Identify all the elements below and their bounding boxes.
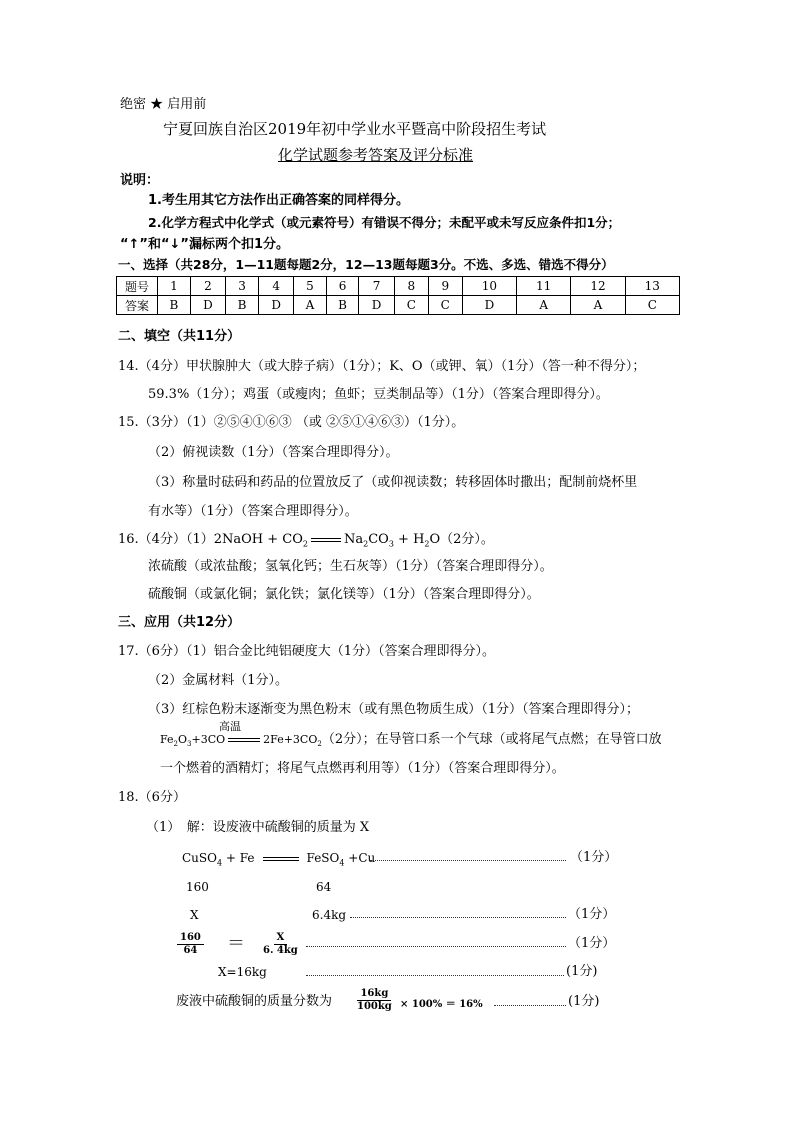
q15-line1: 15.（3分）（1）②⑤④①⑥③ （或 ②⑤①④⑥③）（1分）。 (118, 415, 465, 430)
eq-co: +3CO (191, 733, 226, 746)
eq-feso4: FeSO (306, 851, 340, 865)
q18-solution: （1） 解：设废液中硫酸铜的质量为 X (146, 820, 370, 835)
answer-cell: B (226, 296, 259, 315)
fraction-16kg-100kg (354, 988, 395, 1013)
q18-line1: 18.（6分） (118, 790, 186, 805)
sub-4: 4 (339, 858, 345, 868)
note-2: 2.化学方程式中化学式（或元素符号）有错误不得分；未配平或未写反应条件扣1分； (148, 215, 621, 230)
q17-line5: 一个燃着的酒精灯；将尾气点燃再利用等）（1分）（答案合理即得分）。 (160, 761, 565, 776)
eq-right: 2Fe+3CO (263, 733, 318, 746)
score-4: (1分) (566, 964, 598, 979)
question-number-cell: 9 (428, 277, 462, 296)
equals-sign (263, 857, 299, 861)
equals-sign (228, 738, 260, 742)
fraction-denominator: 64 (183, 945, 198, 956)
question-number-cell: 8 (394, 277, 428, 296)
question-number-cell: 11 (517, 277, 571, 296)
note-3: “↑”和“↓”漏标两个扣1分。 (120, 237, 290, 252)
secret-label: 绝密 ★ 启用前 (120, 97, 207, 112)
question-number-cell: 12 (571, 277, 625, 296)
sub-2: 2 (173, 740, 179, 749)
answer-cell: D (258, 296, 293, 315)
q16-eq-co: CO (368, 532, 389, 547)
score-2: （1分） (568, 907, 616, 922)
sub-3: 3 (187, 740, 192, 749)
question-number-cell: 6 (326, 277, 359, 296)
eq-fe-plus: + Fe (222, 851, 255, 865)
eq-cuso4: CuSO (182, 851, 217, 865)
question-number-cell: 5 (294, 277, 326, 296)
section2-heading: 二、填空（共11分） (118, 329, 241, 344)
equals-sign: ＝ (227, 933, 245, 954)
fraction-denominator: 6. 4kg (263, 945, 298, 956)
q15-line2: （2）俯视读数（1分）（答案合理即得分）。 (148, 445, 399, 460)
answer-cell: A (294, 296, 326, 315)
question-number-cell: 13 (625, 277, 679, 296)
sub-2: 2 (363, 539, 369, 549)
answer-cell: A (571, 296, 625, 315)
fraction-numerator: 160 (177, 932, 204, 945)
answer-cell: D (462, 296, 516, 315)
score-3: （1分） (568, 936, 616, 951)
unknown-x: X (190, 908, 199, 922)
q16-eq-na: Na (343, 532, 364, 547)
sub-3: 3 (388, 539, 394, 549)
percent-label: 废液中硫酸铜的质量分数为 (176, 994, 333, 1009)
score-1: （1分） (570, 850, 618, 865)
sub-2: 2 (317, 740, 322, 749)
reaction-condition: 高温 (219, 720, 241, 733)
exam-title: 宁夏回族自治区2019年初中学业水平暨高中阶段招生考试 (163, 120, 547, 138)
fraction-denominator: 100kg (357, 1001, 392, 1012)
leader-dots (370, 860, 566, 861)
q14-line2: 59.3%（1分）；鸡蛋（或瘦肉；鱼虾；豆类制品等）（1分）（答案合理即得分）。 (148, 387, 609, 402)
molar-mass-cu: 64 (316, 880, 332, 894)
leader-dots (494, 1005, 566, 1006)
q16-eq-h: + H (393, 532, 425, 547)
sub-2: 2 (302, 539, 308, 549)
note-1: 1.考生用其它方法作出正确答案的同样得分。 (148, 193, 409, 208)
notes-label: 说明： (120, 173, 160, 188)
leader-dots (350, 917, 566, 918)
answer-cell: C (625, 296, 679, 315)
question-number-cell: 1 (158, 277, 191, 296)
mass-cu: 6.4kg (312, 908, 347, 922)
section3-heading: 三、应用（共12分） (118, 615, 241, 630)
row-label-question: 题号 (117, 277, 158, 296)
fraction-160-64 (177, 932, 204, 957)
eq-o: O (178, 733, 188, 746)
row-label-answer: 答案 (117, 296, 158, 315)
q17-line3: （3）红棕色粉末逐渐变为黑色粉末（或有黑色物质生成）（1分）（答案合理即得分）； (148, 702, 640, 717)
result-x: X=16kg (218, 965, 267, 979)
equals-sign (311, 538, 341, 542)
question-number-cell: 2 (190, 277, 225, 296)
q16-line3: 硫酸铜（或氯化铜；氯化铁；氯化镁等）（1分）（答案合理即得分）。 (148, 587, 540, 602)
question-number-cell: 10 (462, 277, 516, 296)
sub-4: 4 (216, 858, 223, 868)
answer-cell: C (428, 296, 462, 315)
answer-cell: D (359, 296, 394, 315)
q17-line4 (160, 731, 662, 753)
eq-rest: （2分）；在导管口系一个气球（或将尾气点燃；在导管口放 (321, 732, 662, 747)
q16-eq-left: 16.（4分）（1）2NaOH + CO (118, 532, 303, 547)
eq-cu: +Cu (344, 851, 376, 865)
answer-cell: B (326, 296, 359, 315)
table-row-answers (117, 296, 680, 315)
answer-cell: C (394, 296, 428, 315)
q18-equation (182, 849, 375, 872)
table-row-questions (117, 277, 680, 296)
section1-heading: 一、选择（共28分，1—11题每题2分，12—13题每题3分。不选、多选、错选不得分） (118, 257, 614, 272)
q14-line1: 14.（4分）甲状腺肿大（或大脖子病）（1分）；K、O（或钾、氧）（1分）（答一种不得分）； (118, 359, 646, 374)
q17-line2: （2）金属材料（1分）。 (148, 673, 289, 688)
q16-line1 (118, 531, 494, 554)
answer-table (116, 276, 680, 315)
q15-line4: 有水等）（1分）（答案合理即得分）。 (148, 504, 358, 519)
score-5: (1分) (568, 994, 600, 1009)
q16-line2: 浓硫酸（或浓盐酸；氢氧化钙；生石灰等）（1分）（答案合理即得分）。 (148, 559, 553, 574)
sub-2: 2 (424, 539, 430, 549)
question-number-cell: 7 (359, 277, 394, 296)
answer-cell: B (158, 296, 191, 315)
q15-line3: （3）称量时砝码和药品的位置放反了（或仰视读数；转移固体时撒出；配制前烧杯里 (148, 475, 638, 490)
question-number-cell: 4 (258, 277, 293, 296)
eq-fe: Fe (160, 733, 174, 746)
fraction-x-6.4kg (260, 932, 301, 957)
answer-cell: D (190, 296, 225, 315)
exam-subtitle: 化学试题参考答案及评分标准 (278, 146, 474, 164)
q17-line1: 17.（6分）（1）铝合金比纯铝硬度大（1分）（答案合理即得分）。 (118, 644, 495, 659)
question-number-cell: 3 (226, 277, 259, 296)
leader-dots (306, 975, 564, 976)
leader-dots (306, 946, 566, 947)
fraction-numerator: X (274, 932, 288, 945)
fraction-numerator: 16kg (357, 988, 391, 1001)
molar-mass-cuso4: 160 (186, 880, 209, 894)
answer-cell: A (517, 296, 571, 315)
q16-eq-o: O（2分）。 (429, 532, 494, 547)
percent-result: × 100% ＝ 16% (400, 999, 483, 1010)
